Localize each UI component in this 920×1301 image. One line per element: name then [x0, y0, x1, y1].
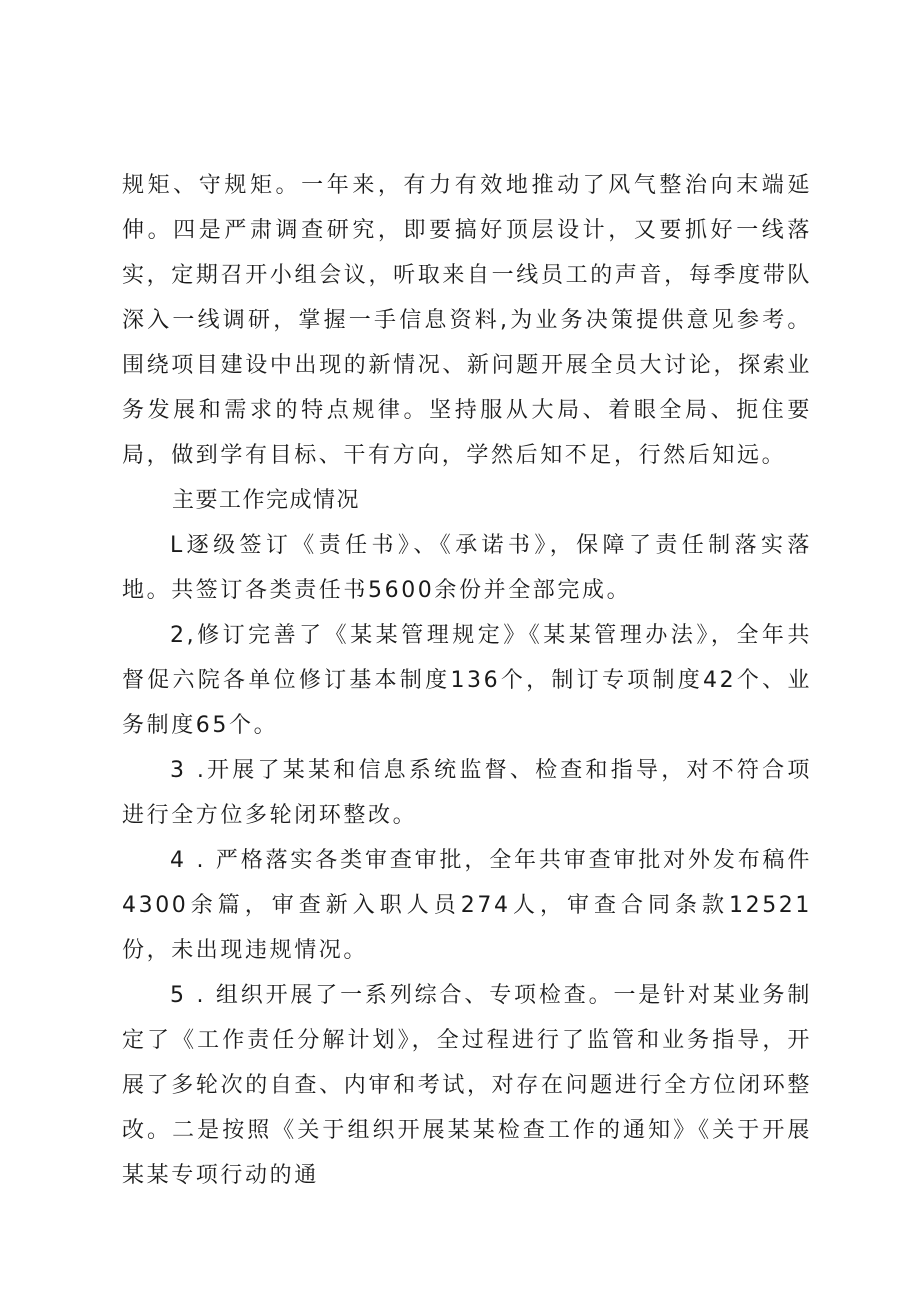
list-item-1: L逐级签订《责任书》、《承诺书》，保障了责任制落实落地。共签订各类责任书5600余份并全部完成。: [122, 533, 812, 603]
document-body: [122, 163, 812, 1198]
section-heading: 主要工作完成情况: [172, 488, 361, 513]
list-item-4: 4 . 严格落实各类审查审批，全年共审查审批对外发布稿件4300余篇，审查新入职人员274人，审查合同条款12521份，未出现违规情况。: [122, 848, 812, 963]
list-item-2: 2,修订完善了《某某管理规定》《某某管理办法》，全年共督促六院各单位修订基本制度136个，制订专项制度42个、业务制度65个。: [122, 623, 812, 738]
list-item-3: 3 .开展了某某和信息系统监督、检查和指导，对不符合项进行全方位多轮闭环整改。: [122, 758, 812, 828]
list-item-5: 5 . 组织开展了一系列综合、专项检查。一是针对某业务制定了《工作责任分解计划》，全过程进行了监管和业务指导，开展了多轮次的自查、内审和考试，对存在问题进行全方位闭环整改。二是按照《关于组织开展某某检查工作的通知》《关于开展某某专项行动的通: [122, 983, 812, 1188]
paragraph-continuation: 规矩、守规矩。一年来，有力有效地推动了风气整治向末端延伸。四是严肃调查研究，即要搞好顶层设计，又要抓好一线落实，定期召开小组会议，听取来自一线员工的声音，每季度带队深入一线调研，掌握一手信息资料,为业务决策提供意见参考。围绕项目建设中出现的新情况、新问题开展全员大讨论，探索业务发展和需求的特点规律。坚持服从大局、着眼全局、扼住要局，做到学有目标、干有方向，学然后知不足，行然后知远。: [122, 173, 812, 468]
